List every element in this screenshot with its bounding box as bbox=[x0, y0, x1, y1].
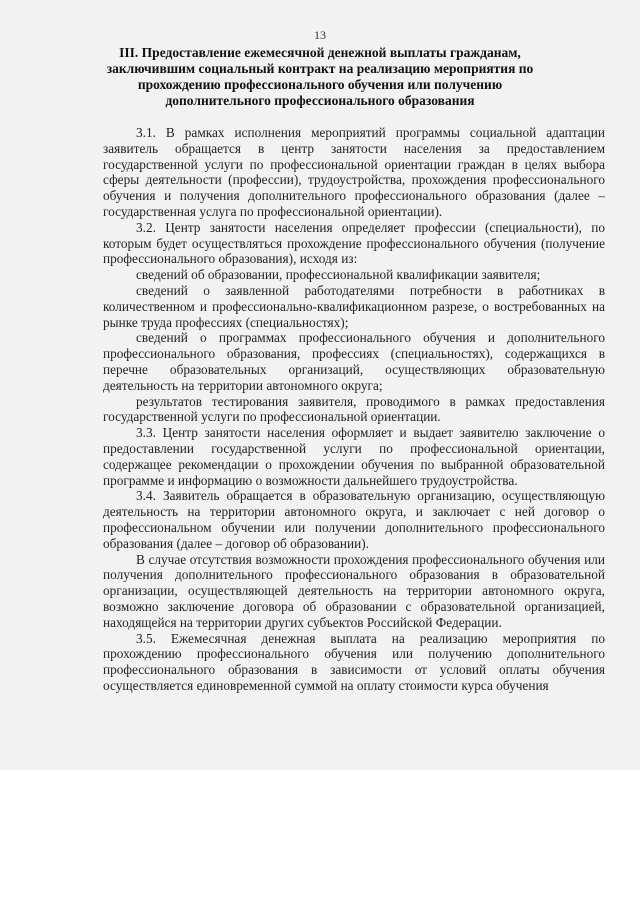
paragraph-3-4: 3.4. Заявитель обращается в образовательную организацию, осуществляющую деятельность на территории автономного округа, и заключает с ней договор о профессиональном обучении или получении дополнительного профессионального образования (далее – договор об образовании). bbox=[103, 488, 605, 551]
list-item-testing: результатов тестирования заявителя, проводимого в рамках предоставления государственной услуги по профессиональной ориентации. bbox=[103, 393, 605, 425]
paragraph-3-1: 3.1. В рамках исполнения мероприятий программы социальной адаптации заявитель обращается в центр занятости населения за предоставлением государственной услуги по профессиональной ориентации граждан в целях выбора сферы деятельности (профессии), трудоустройства, прохождения профессионального обучения и получения дополнительного профессионального образования (далее – государственная услуга по профессиональной ориентации). bbox=[103, 125, 605, 219]
blank-margin bbox=[0, 770, 640, 905]
body-text bbox=[103, 125, 605, 694]
paragraph-3-3: 3.3. Центр занятости населения оформляет и выдает заявителю заключение о предоставлении государственной услуги по профессиональной ориентации, содержащее рекомендации о прохождении обучения по выбранной образовательной программе и информацию о возможности дальнейшего трудоустройства. bbox=[103, 425, 605, 488]
list-item-education: сведений об образовании, профессиональной квалификации заявителя; bbox=[136, 267, 541, 283]
paragraph-3-4-exception: В случае отсутствия возможности прохождения профессионального обучения или получения дополнительного профессионального образования в образовательной организации, осуществляющей деятельность на территории автономного округа, возможно заключение договора об образовании с образовательной организацией, находящейся на территории других субъектов Российской Федерации. bbox=[103, 551, 605, 630]
page-number: 13 bbox=[314, 28, 326, 42]
list-item-employer-demand: сведений о заявленной работодателями потребности в работниках в количественном и профессионально-квалификационном разрезе, о востребованных на рынке труда профессиях (специальностях); bbox=[103, 282, 605, 330]
paragraph-3-5: 3.5. Ежемесячная денежная выплата на реализацию мероприятия по прохождению профессионального обучения или получению дополнительного профессионального образования в зависимости от условий оплаты обучения осуществляется единовременной суммой на оплату стоимости курса обучения bbox=[103, 630, 605, 693]
paragraph-3-2: 3.2. Центр занятости населения определяет профессии (специальности), по которым будет осуществляться прохождение профессионального обучения (получение профессионального образования), исходя из: bbox=[103, 219, 605, 267]
list-item-programs: сведений о программах профессионального обучения и дополнительного профессионального образования, профессиях (специальностях), содержащихся в перечне образовательных организаций, осуществляющих образовательную деятельность на территории автономного округа; bbox=[103, 330, 605, 393]
section-heading: III. Предоставление ежемесячной денежной выплаты гражданам, заключившим социальный контракт на реализацию мероприятия по прохождению профессионального обучения или получению дополнительного профессионального образования bbox=[106, 45, 534, 108]
